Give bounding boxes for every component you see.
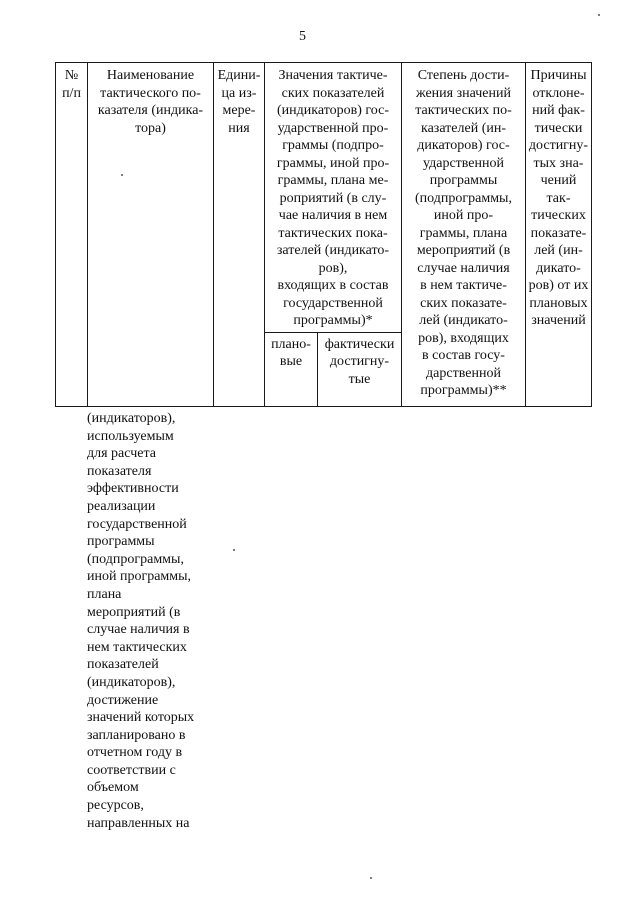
text-line: ния <box>228 120 250 136</box>
text-line: тактического по- <box>100 85 201 101</box>
text-line: п/п <box>62 85 81 101</box>
text-line: лей (ин- <box>534 243 583 258</box>
text-line: программы)* <box>293 313 373 328</box>
text-line: (индикаторов), <box>87 411 176 426</box>
text-line: ударственной про- <box>277 120 389 136</box>
text-line: Причины <box>530 68 587 83</box>
text-line: плановых <box>529 295 588 311</box>
text-line: дикато- <box>536 260 581 276</box>
text-line: отчетном году в <box>87 745 183 761</box>
text-line: граммы (подпро- <box>282 138 384 153</box>
text-line: реализации <box>87 498 156 514</box>
header-planned <box>265 332 318 406</box>
text-line: казателей (ин- <box>420 120 507 136</box>
text-line: вые <box>279 354 303 369</box>
text-line: граммы, плана <box>419 225 508 241</box>
header-degree <box>402 63 526 407</box>
text-line: дарственной <box>426 365 501 381</box>
text-line: мере- <box>222 103 256 118</box>
text-line: тически <box>534 120 583 136</box>
text-line: дикаторов) гос- <box>417 138 510 153</box>
text-line: случае наличия <box>417 260 510 276</box>
page-number: 5 <box>299 29 306 44</box>
text-line: жения значений <box>415 85 512 101</box>
text-line: (подпрограммы, <box>415 190 512 206</box>
text-line: значений которых <box>87 710 195 726</box>
text-line: ров), <box>318 260 348 276</box>
header-number <box>56 63 88 407</box>
text-line: эффективности <box>87 481 179 497</box>
scan-speck <box>370 877 372 879</box>
text-line: запланировано в <box>87 727 186 743</box>
text-line: фактически <box>324 336 395 352</box>
text-line: входящих в состав <box>277 278 389 293</box>
text-line: нем тактических <box>87 639 187 655</box>
text-line: программы)** <box>420 383 507 398</box>
text-line: Степень дости- <box>417 68 510 83</box>
text-line: мероприятий (в <box>416 243 511 258</box>
text-line: программы <box>429 173 498 188</box>
text-line: (подпрограммы, <box>87 551 184 567</box>
text-line: плано- <box>271 336 311 352</box>
text-line: чений так- <box>540 173 577 206</box>
header-values <box>265 63 402 333</box>
text-line: роприятий (в слу- <box>279 190 387 206</box>
text-line: (индикаторов), <box>87 674 176 690</box>
text-line: достижение <box>87 692 159 708</box>
text-line: ресурсов, <box>87 798 144 814</box>
text-line: мероприятий (в <box>87 604 181 620</box>
text-line: показате- <box>530 225 587 241</box>
text-line: тора) <box>135 120 166 136</box>
scan-speck <box>121 174 123 176</box>
text-line: Едини- <box>217 68 261 83</box>
text-line: ударственной <box>422 155 504 171</box>
text-line: граммы, плана ме- <box>277 173 389 188</box>
text-line: лей (индикато- <box>419 313 508 328</box>
text-line: в состав госу- <box>422 348 505 363</box>
text-line: программы <box>87 534 155 550</box>
text-line: граммы, иной про- <box>276 155 390 171</box>
text-line: тических <box>531 208 586 223</box>
continued-text <box>87 410 212 832</box>
text-line: соответствии с <box>87 762 176 778</box>
text-line: ских показателей <box>281 85 385 101</box>
text-line: достигну- <box>528 138 589 153</box>
text-line: казателя (индика- <box>97 103 204 118</box>
text-line: достигну- <box>329 354 390 369</box>
text-line: направленных на <box>87 815 190 831</box>
scan-speck <box>598 14 600 16</box>
text-line: (индикаторов) гос- <box>276 103 390 118</box>
text-line: объемом <box>87 780 139 796</box>
header-actual <box>318 332 402 406</box>
text-line: иной программы, <box>87 569 192 585</box>
indicators-table <box>55 62 592 407</box>
text-line: ров), входящих <box>418 330 509 346</box>
text-line: государственной <box>283 295 383 311</box>
text-line: Значения тактиче- <box>278 68 388 83</box>
text-line: зателей (индикато- <box>276 243 390 258</box>
text-line: в нем тактиче- <box>420 278 507 293</box>
text-line: показателя <box>87 463 152 479</box>
text-line: ний фак- <box>532 103 585 118</box>
text-line: используемым <box>87 428 174 444</box>
header-name <box>88 63 214 407</box>
text-line: государственной <box>87 516 187 532</box>
text-line: тактических пока- <box>278 225 388 241</box>
text-line: № <box>64 68 79 83</box>
text-line: чае наличия в нем <box>278 208 388 223</box>
text-line: тактических по- <box>415 103 512 118</box>
text-line: иной про- <box>433 208 494 223</box>
text-line: тые <box>348 371 371 387</box>
text-line: ских показате- <box>420 295 507 311</box>
text-line: ца из- <box>221 85 257 101</box>
text-line: показателей <box>87 657 159 673</box>
text-line: для расчета <box>87 446 156 462</box>
text-line: тых зна- <box>533 155 584 171</box>
header-reasons <box>526 63 592 407</box>
text-line: значений <box>531 313 586 328</box>
header-unit <box>214 63 265 407</box>
text-line: плана <box>87 586 122 602</box>
text-line: случае наличия в <box>87 622 190 638</box>
text-line: ров) от их <box>528 278 589 293</box>
text-line: Наименование <box>106 68 195 83</box>
scan-speck <box>233 549 235 551</box>
text-line: отклоне- <box>532 85 585 101</box>
